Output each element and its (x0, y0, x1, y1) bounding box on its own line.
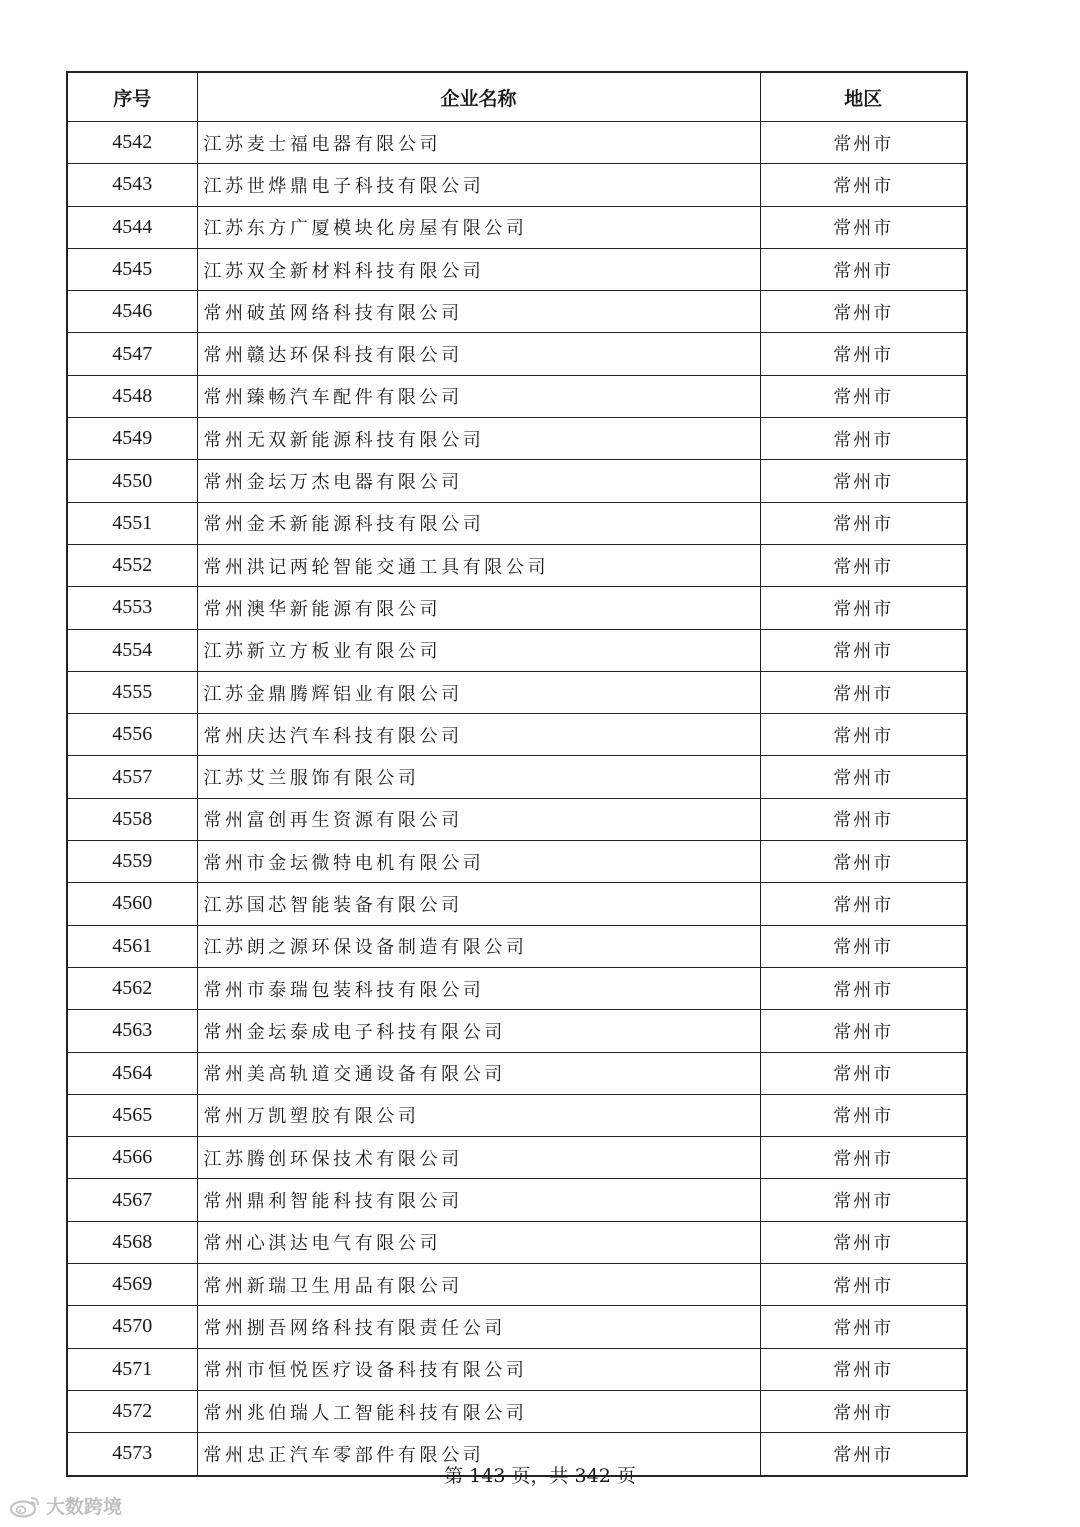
company-name-cell: 江苏新立方板业有限公司 (197, 629, 760, 671)
seq-cell: 4548 (67, 375, 197, 417)
header-row (67, 72, 967, 122)
company-name-cell: 江苏东方广厦模块化房屋有限公司 (197, 206, 760, 248)
table-row (67, 1264, 967, 1306)
table-row (67, 587, 967, 629)
company-name-cell: 常州新瑞卫生用品有限公司 (197, 1264, 760, 1306)
company-name-cell: 常州赣达环保科技有限公司 (197, 333, 760, 375)
company-name-cell: 常州臻畅汽车配件有限公司 (197, 375, 760, 417)
seq-cell: 4551 (67, 502, 197, 544)
table-row (67, 1052, 967, 1094)
company-name-cell: 常州市泰瑞包装科技有限公司 (197, 967, 760, 1009)
region-cell: 常州市 (760, 544, 967, 586)
table-row (67, 122, 967, 164)
region-cell: 常州市 (760, 1094, 967, 1136)
region-cell: 常州市 (760, 1306, 967, 1348)
seq-cell: 4562 (67, 967, 197, 1009)
watermark (8, 1492, 122, 1519)
company-name-cell: 常州澳华新能源有限公司 (197, 587, 760, 629)
region-cell: 常州市 (760, 333, 967, 375)
region-cell: 常州市 (760, 587, 967, 629)
seq-cell: 4564 (67, 1052, 197, 1094)
region-cell: 常州市 (760, 460, 967, 502)
seq-cell: 4545 (67, 248, 197, 290)
header-seq: 序号 (67, 72, 197, 122)
seq-cell: 4557 (67, 756, 197, 798)
company-name-cell: 常州无双新能源科技有限公司 (197, 418, 760, 460)
company-name-cell: 常州金坛万杰电器有限公司 (197, 460, 760, 502)
region-cell: 常州市 (760, 418, 967, 460)
region-cell: 常州市 (760, 967, 967, 1009)
table-row (67, 333, 967, 375)
region-cell: 常州市 (760, 122, 967, 164)
company-name-cell: 江苏双全新材料科技有限公司 (197, 248, 760, 290)
region-cell: 常州市 (760, 375, 967, 417)
seq-cell: 4553 (67, 587, 197, 629)
seq-cell: 4546 (67, 291, 197, 333)
table-row (67, 967, 967, 1009)
table-row (67, 925, 967, 967)
seq-cell: 4572 (67, 1390, 197, 1432)
seq-cell: 4560 (67, 883, 197, 925)
seq-cell: 4552 (67, 544, 197, 586)
company-name-cell: 常州市恒悦医疗设备科技有限公司 (197, 1348, 760, 1390)
table-header (67, 72, 967, 122)
seq-cell: 4573 (67, 1433, 197, 1476)
company-name-cell: 江苏国芯智能装备有限公司 (197, 883, 760, 925)
seq-cell: 4565 (67, 1094, 197, 1136)
region-cell: 常州市 (760, 164, 967, 206)
seq-cell: 4559 (67, 841, 197, 883)
table-row (67, 1221, 967, 1263)
table-row (67, 164, 967, 206)
seq-cell: 4561 (67, 925, 197, 967)
table-row (67, 883, 967, 925)
seq-cell: 4569 (67, 1264, 197, 1306)
company-name-cell: 常州金坛泰成电子科技有限公司 (197, 1010, 760, 1052)
table-row (67, 671, 967, 713)
table-row (67, 629, 967, 671)
company-name-cell: 常州鼎利智能科技有限公司 (197, 1179, 760, 1221)
seq-cell: 4571 (67, 1348, 197, 1390)
region-cell: 常州市 (760, 1221, 967, 1263)
company-name-cell: 常州庆达汽车科技有限公司 (197, 714, 760, 756)
seq-cell: 4544 (67, 206, 197, 248)
company-name-cell: 常州金禾新能源科技有限公司 (197, 502, 760, 544)
seq-cell: 4570 (67, 1306, 197, 1348)
region-cell: 常州市 (760, 248, 967, 290)
region-cell: 常州市 (760, 291, 967, 333)
region-cell: 常州市 (760, 1264, 967, 1306)
region-cell: 常州市 (760, 714, 967, 756)
region-cell: 常州市 (760, 671, 967, 713)
company-name-cell: 常州破茧网络科技有限公司 (197, 291, 760, 333)
company-name-cell: 常州洪记两轮智能交通工具有限公司 (197, 544, 760, 586)
region-cell: 常州市 (760, 925, 967, 967)
table-row (67, 841, 967, 883)
region-cell: 常州市 (760, 1052, 967, 1094)
seq-cell: 4563 (67, 1010, 197, 1052)
region-cell: 常州市 (760, 206, 967, 248)
table-row (67, 418, 967, 460)
seq-cell: 4547 (67, 333, 197, 375)
header-name: 企业名称 (197, 72, 760, 122)
region-cell: 常州市 (760, 1433, 967, 1476)
table-row (67, 756, 967, 798)
seq-cell: 4556 (67, 714, 197, 756)
region-cell: 常州市 (760, 756, 967, 798)
company-name-cell: 常州富创再生资源有限公司 (197, 798, 760, 840)
company-name-cell: 常州美高轨道交通设备有限公司 (197, 1052, 760, 1094)
table-row (67, 1348, 967, 1390)
header-region: 地区 (760, 72, 967, 122)
seq-cell: 4555 (67, 671, 197, 713)
table-row (67, 544, 967, 586)
seq-cell: 4558 (67, 798, 197, 840)
table-row (67, 1390, 967, 1432)
region-cell: 常州市 (760, 883, 967, 925)
table-row (67, 1306, 967, 1348)
region-cell: 常州市 (760, 1390, 967, 1432)
table-row (67, 1137, 967, 1179)
region-cell: 常州市 (760, 1179, 967, 1221)
company-name-cell: 江苏金鼎腾辉铝业有限公司 (197, 671, 760, 713)
seq-cell: 4550 (67, 460, 197, 502)
table-row (67, 1010, 967, 1052)
region-cell: 常州市 (760, 798, 967, 840)
seq-cell: 4543 (67, 164, 197, 206)
company-name-cell: 常州兆伯瑞人工智能科技有限公司 (197, 1390, 760, 1432)
table-row (67, 502, 967, 544)
seq-cell: 4542 (67, 122, 197, 164)
region-cell: 常州市 (760, 502, 967, 544)
table-row (67, 375, 967, 417)
region-cell: 常州市 (760, 841, 967, 883)
table-row (67, 248, 967, 290)
company-name-cell: 常州万凯塑胶有限公司 (197, 1094, 760, 1136)
seq-cell: 4567 (67, 1179, 197, 1221)
company-name-cell: 常州心淇达电气有限公司 (197, 1221, 760, 1263)
table-row (67, 460, 967, 502)
company-name-cell: 江苏世烨鼎电子科技有限公司 (197, 164, 760, 206)
table-row (67, 206, 967, 248)
region-cell: 常州市 (760, 1010, 967, 1052)
table-row (67, 1094, 967, 1136)
watermark-text: 大数跨境 (46, 1496, 123, 1518)
table-row (67, 714, 967, 756)
table-row (67, 1179, 967, 1221)
seq-cell: 4568 (67, 1221, 197, 1263)
region-cell: 常州市 (760, 629, 967, 671)
seq-cell: 4566 (67, 1137, 197, 1179)
company-name-cell: 常州市金坛微特电机有限公司 (197, 841, 760, 883)
table-row (67, 291, 967, 333)
table-row (67, 798, 967, 840)
company-name-cell: 常州捌吾网络科技有限责任公司 (197, 1306, 760, 1348)
table-body (67, 122, 967, 1476)
enterprise-table (66, 71, 968, 1477)
company-name-cell: 江苏腾创环保技术有限公司 (197, 1137, 760, 1179)
seq-cell: 4554 (67, 629, 197, 671)
region-cell: 常州市 (760, 1348, 967, 1390)
region-cell: 常州市 (760, 1137, 967, 1179)
company-name-cell: 江苏麦士福电器有限公司 (197, 122, 760, 164)
seq-cell: 4549 (67, 418, 197, 460)
page-number: 第 143 页，共 342 页 (444, 1465, 636, 1487)
weibo-icon (8, 1494, 42, 1518)
company-name-cell: 江苏艾兰服饰有限公司 (197, 756, 760, 798)
company-name-cell: 常州忠正汽车零部件有限公司 (197, 1433, 760, 1476)
company-name-cell: 江苏朗之源环保设备制造有限公司 (197, 925, 760, 967)
